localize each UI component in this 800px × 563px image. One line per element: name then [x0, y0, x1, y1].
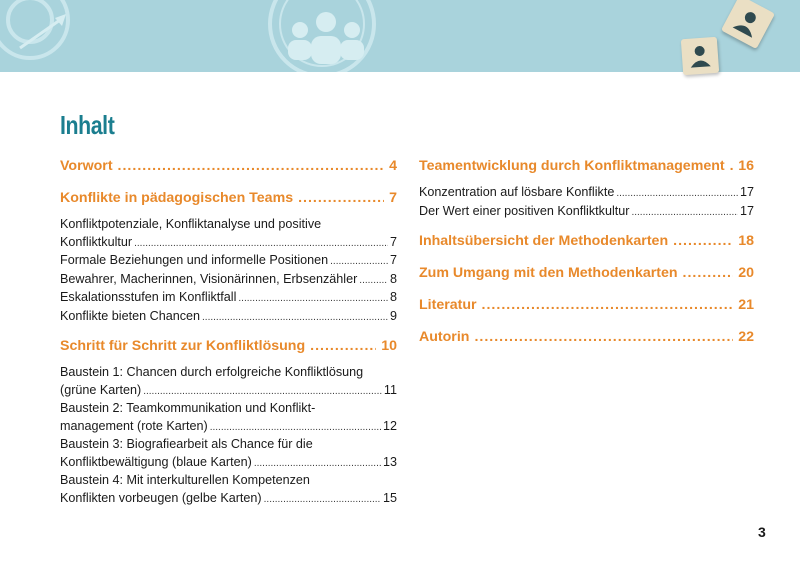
dot-leader — [310, 338, 376, 354]
toc-subentry-line: Konzentration auf lösbare Konflikte — [419, 185, 615, 199]
toc-entry-vorwort[interactable] — [60, 158, 397, 178]
toc-page-number: 9 — [389, 308, 397, 323]
dot-leader — [210, 419, 381, 437]
toc-page-number: 10 — [381, 338, 397, 354]
toc-subentry[interactable] — [60, 271, 397, 290]
dot-leader — [134, 235, 388, 253]
dot-leader — [673, 233, 733, 249]
toc-entry-umgang[interactable] — [419, 265, 754, 285]
toc-entry-label: Vorwort — [60, 158, 113, 174]
toc-entry-label: Konflikte in pädagogischen Teams — [60, 190, 294, 206]
toc-page-number: 21 — [738, 297, 754, 313]
toc-subentry[interactable] — [60, 436, 397, 472]
toc-page-number: 22 — [738, 329, 754, 345]
page-number: 3 — [758, 524, 766, 540]
toc-page-number: 12 — [382, 418, 397, 433]
dot-leader — [238, 290, 388, 308]
toc-page-number: 18 — [738, 233, 754, 249]
dot-leader — [143, 383, 382, 401]
toc-left-column — [60, 158, 397, 508]
toc-page-number: 11 — [383, 382, 397, 397]
dot-leader — [482, 297, 734, 313]
toc-page-number: 17 — [739, 203, 754, 218]
toc-entry-label: Literatur — [419, 297, 477, 313]
toc-entry-teamentwicklung[interactable] — [419, 158, 754, 178]
toc-subentry-line: Konflikte bieten Chancen — [60, 308, 201, 323]
dot-leader — [254, 455, 381, 473]
toc-subentry-line: management (rote Karten) — [60, 418, 208, 433]
toc-subentry-line: Bewahrer, Macherinnen, Visionärinnen, Erbsenzähler — [60, 271, 358, 286]
toc-subentry-line: Konfliktkultur — [60, 234, 133, 249]
toc-page-number: 7 — [389, 253, 397, 267]
dot-leader — [683, 265, 734, 281]
toc-page-number: 15 — [382, 490, 397, 505]
dot-leader — [359, 272, 388, 290]
toc-subentry[interactable] — [419, 203, 754, 222]
toc-page-number: 20 — [738, 265, 754, 281]
toc-subentry-line: Baustein 2: Teamkommunikation und Konflikt- — [60, 401, 316, 415]
toc-subentry[interactable] — [60, 400, 397, 436]
dot-leader — [264, 491, 381, 509]
toc-subentry-line: Der Wert einer positiven Konfliktkultur — [419, 203, 630, 218]
team-icons-banner — [0, 0, 800, 72]
dot-leader — [730, 158, 734, 174]
toc-subentry-line: Konflikten vorbeugen (gelbe Karten) — [60, 490, 262, 505]
toc-page-number: 4 — [389, 158, 397, 174]
dot-leader — [631, 204, 738, 222]
toc-subentry-line: Konfliktpotenziale, Konfliktanalyse und positive — [60, 217, 322, 231]
dot-leader — [118, 158, 385, 174]
toc-page-number: 8 — [389, 290, 397, 304]
toc-subentry[interactable] — [60, 289, 397, 308]
toc-page-number: 8 — [389, 271, 397, 286]
toc-entry-label: Zum Umgang mit den Methodenkarten — [419, 265, 678, 281]
toc-entry-label: Inhaltsübersicht der Methodenkarten — [419, 233, 669, 249]
toc-subentry-line: (grüne Karten) — [60, 382, 142, 397]
dot-leader — [474, 329, 733, 345]
toc-entry-label: Teamentwicklung durch Konfliktmanagement — [419, 158, 725, 174]
toc-subentry[interactable] — [60, 216, 397, 252]
toc-page-number: 7 — [389, 190, 397, 206]
toc-page-number: 16 — [738, 158, 754, 174]
toc-subentry[interactable] — [60, 308, 397, 327]
toc-subentry-line: Formale Beziehungen und informelle Positionen — [60, 253, 329, 267]
toc-entry-label: Autorin — [419, 329, 470, 345]
toc-subentry-line: Baustein 4: Mit interkulturellen Kompetenzen — [60, 473, 310, 487]
dot-leader — [202, 309, 388, 327]
toc-page-number: 7 — [389, 234, 397, 249]
toc-right-column — [419, 158, 754, 349]
header-banner — [0, 0, 800, 72]
dot-leader — [616, 185, 738, 203]
toc-page-number: 17 — [739, 185, 754, 199]
toc-entry-inhaltsuebersicht[interactable] — [419, 233, 754, 253]
toc-subentry[interactable] — [60, 364, 397, 400]
toc-subentry[interactable] — [419, 184, 754, 203]
toc-subentry-line: Baustein 3: Biografiearbeit als Chance für die — [60, 437, 313, 451]
toc-subentry-line: Baustein 1: Chancen durch erfolgreiche Konfliktlösung — [60, 365, 364, 379]
toc-subentry-line: Eskalationsstufen im Konfliktfall — [60, 290, 237, 304]
toc-entry-literatur[interactable] — [419, 297, 754, 317]
toc-entry-autorin[interactable] — [419, 329, 754, 349]
dot-leader — [298, 190, 384, 206]
toc-subentry-line: Konfliktbewältigung (blaue Karten) — [60, 454, 252, 469]
toc-subentry[interactable] — [60, 252, 397, 271]
toc-entry-label: Schritt für Schritt zur Konfliktlösung — [60, 338, 306, 354]
toc-subentry[interactable] — [60, 472, 397, 508]
toc-page-number: 13 — [382, 454, 397, 469]
dot-leader — [330, 253, 388, 271]
person-block-icon — [681, 37, 719, 75]
page-title: Inhalt — [60, 110, 115, 140]
toc-entry-konflikte[interactable] — [60, 190, 397, 210]
toc-entry-schritt[interactable] — [60, 338, 397, 358]
